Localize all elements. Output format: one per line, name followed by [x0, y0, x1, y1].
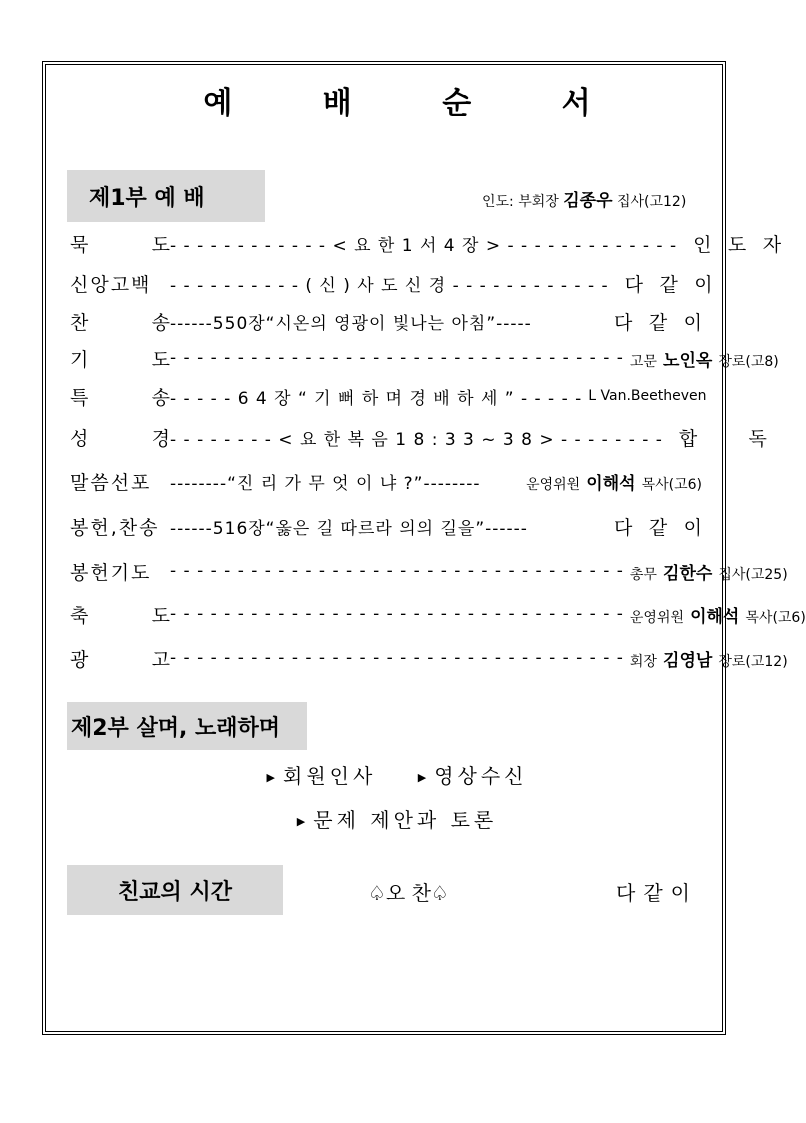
responsible-role: 고문 — [629, 353, 657, 370]
part2-heading: 제2부 살며, 노래하며 — [67, 702, 307, 750]
program-responsible: L Van.Beetheven — [588, 388, 707, 404]
program-label — [70, 424, 170, 451]
program-label — [70, 601, 170, 628]
triangle-bullet-icon: ▶ — [417, 771, 431, 784]
responsible-char: 다 — [624, 273, 643, 296]
program-row — [70, 422, 767, 452]
program-row — [70, 643, 788, 673]
program-responsible — [630, 646, 788, 671]
responsible-role: 회장 — [629, 653, 657, 670]
program-label-char: 묵 — [70, 233, 89, 256]
responsible-suffix: 장로(고8) — [718, 353, 779, 370]
page-title: 예 배 순 서 — [203, 86, 631, 121]
program-label-char: 특 — [70, 386, 89, 409]
responsible-suffix: 목사(고6) — [745, 609, 806, 626]
program-row — [70, 466, 702, 496]
responsible-name: 이해석 — [690, 606, 740, 627]
responsible-char: 독 — [748, 427, 767, 450]
responsible-char: 다 — [614, 516, 633, 539]
responsible-char: 같 — [659, 273, 678, 296]
program-label: 봉헌기도 — [70, 561, 152, 584]
program-responsible — [526, 469, 702, 494]
program-row — [70, 268, 713, 298]
responsible-name: 김영남 — [663, 650, 713, 671]
program-responsible — [625, 270, 713, 297]
program-row — [70, 556, 788, 586]
program-responsible — [614, 308, 702, 335]
leader-suffix: 집사(고12) — [616, 194, 687, 210]
responsible-role: 운영위원 — [629, 609, 685, 626]
leader-name: 김종우 — [563, 191, 613, 211]
leader-role: 인도: 부회장 — [482, 194, 559, 210]
program-label-char: 송 — [151, 386, 170, 409]
program-detail: - - - - - - - - - - - - - - - - - - - - - - - - - - - - - - - - - - — [170, 604, 624, 624]
part2-item: 영상수신 — [434, 764, 528, 788]
program-detail: - - - - - - - - - - ( 신 ) 사 도 신 경 - - - - - - - - - - - - — [170, 275, 609, 296]
program-responsible — [630, 559, 788, 584]
program-label: 신앙고백 — [70, 273, 152, 296]
program-detail: - - - - - - - - < 요 한 복 음 1 8 : 3 3 ~ 3 8 > - - - - - - - - — [170, 429, 663, 450]
responsible-name: 노인옥 — [663, 350, 713, 371]
program-label-char: 고 — [151, 648, 170, 671]
responsible-char: 이 — [683, 516, 702, 539]
responsible-char: 다 — [614, 311, 633, 334]
program-row — [70, 381, 707, 411]
program-label-char: 도 — [151, 233, 170, 256]
program-label-char: 도 — [151, 604, 170, 627]
program-label-char: 찬 — [70, 311, 89, 334]
responsible-name: 이해석 — [586, 473, 636, 494]
responsible-char: 이 — [694, 273, 713, 296]
responsible-role: 운영위원 — [526, 476, 581, 493]
responsible-char: 같 — [648, 516, 668, 539]
responsible-char: 이 — [683, 311, 702, 334]
program-label: 봉헌,찬송 — [70, 516, 160, 539]
program-detail: ------516장“옳은 길 따르라 의의 길을”------ — [170, 518, 528, 539]
program-label-char: 축 — [70, 604, 89, 627]
part2-line2 — [0, 804, 794, 833]
program-label-char: 도 — [151, 348, 170, 371]
program-detail: --------“진 리 가 무 엇 이 냐 ?”-------- — [170, 473, 481, 494]
part2-item: 회원인사 — [283, 764, 377, 788]
responsible-role: 총무 — [629, 566, 657, 583]
program-label-char: 광 — [70, 648, 89, 671]
part3-heading: 친교의 시간 — [67, 865, 283, 915]
part2-item: 문제 제안과 토론 — [313, 808, 498, 832]
program-row — [70, 511, 702, 541]
program-label-char: 경 — [151, 427, 170, 450]
responsible-char: 도 — [727, 233, 747, 256]
leader-line — [482, 186, 686, 211]
program-label — [70, 383, 170, 410]
responsible-char: 합 — [678, 427, 698, 450]
responsible-char: 인 — [693, 233, 712, 256]
program-detail: - - - - - - - - - - - - - - - - - - - - - - - - - - - - - - - - - - — [170, 348, 624, 368]
triangle-bullet-icon: ▶ — [296, 815, 310, 828]
responsible-name: 김한수 — [663, 563, 713, 584]
program-label-char: 송 — [151, 311, 170, 334]
program-row — [70, 228, 782, 258]
program-label — [70, 645, 170, 672]
responsible-char: 같 — [648, 311, 668, 334]
responsible-suffix: 목사(고6) — [641, 476, 702, 493]
program-detail: - - - - - - - - - - - - < 요 한 1 서 4 장 > - - - - - - - - - - - - - — [170, 235, 678, 256]
program-detail: ------550장“시온의 영광이 빛나는 아침”----- — [170, 313, 532, 334]
program-label: 말씀선포 — [70, 471, 152, 494]
program-row — [70, 599, 806, 629]
program-label-char: 기 — [70, 348, 89, 371]
program-responsible — [693, 230, 781, 257]
responsible-suffix: 장로(고12) — [718, 653, 788, 670]
fellowship-who: 다같이 — [616, 881, 698, 905]
triangle-bullet-icon: ▶ — [266, 771, 279, 784]
program-responsible — [614, 513, 702, 540]
program-label — [70, 308, 170, 335]
part2-line1 — [0, 760, 794, 789]
program-label — [70, 230, 170, 257]
program-responsible — [679, 424, 767, 451]
program-detail: - - - - - - - - - - - - - - - - - - - - - - - - - - - - - - - - - - — [170, 648, 624, 668]
fellowship-activity: ♤오 찬♤ — [368, 881, 449, 905]
program-row — [70, 306, 702, 336]
program-responsible — [630, 602, 806, 627]
program-detail: - - - - - - - - - - - - - - - - - - - - - - - - - - - - - - - - - - — [170, 561, 624, 581]
responsible-suffix: 집사(고25) — [718, 566, 788, 583]
part1-heading: 제1부 예 배 — [67, 170, 265, 222]
program-row — [70, 343, 779, 373]
program-responsible — [630, 346, 779, 371]
program-detail: - - - - - 6 4 장 “ 기 뻐 하 며 경 배 하 세 ” - - - - - — [170, 388, 583, 409]
program-label-char: 성 — [70, 427, 89, 450]
responsible-char: 자 — [762, 233, 782, 256]
program-label — [70, 345, 170, 372]
